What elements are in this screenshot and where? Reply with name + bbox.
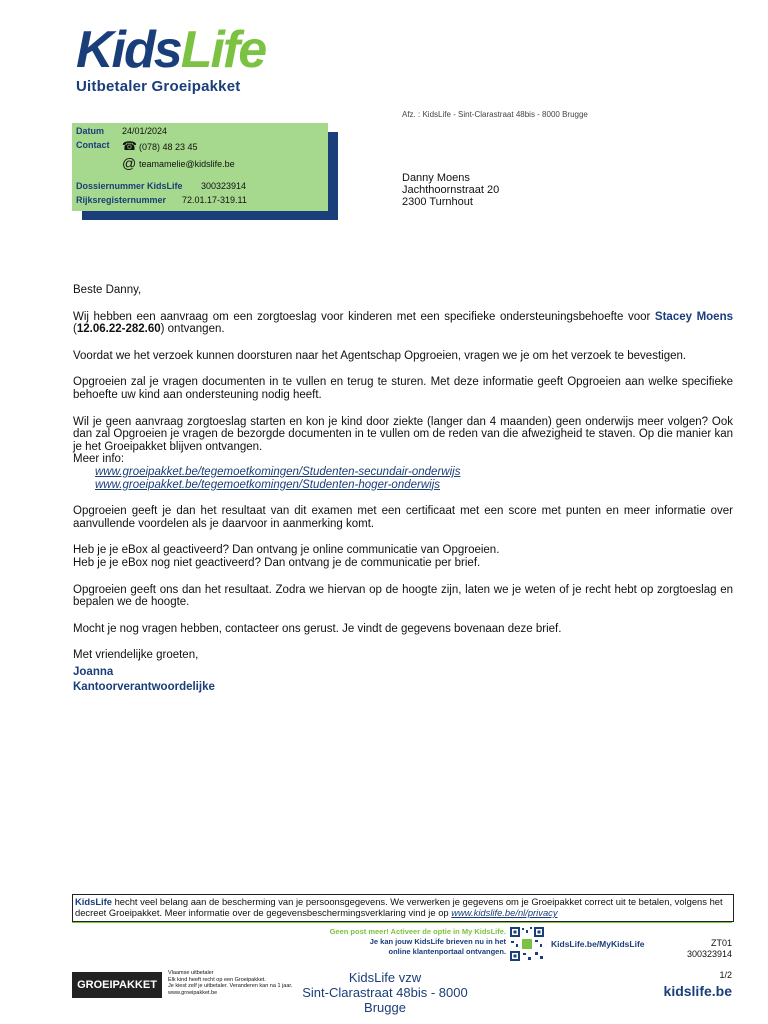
groeipakket-info: Vlaamse uitbetaler Elk kind heeft recht op een Groeipakket. Je kiest zelf je uitbetaler. Veranderen kan na 1 jaar. www.groeipakket.be: [168, 970, 293, 996]
recipient-name: Danny Moens: [402, 172, 470, 184]
groeipakket-logo: GROEIPAKKET: [72, 972, 162, 998]
paragraph-5: Opgroeien geeft je dan het resultaat van dit examen met een certificaat met een score met punten en meer informatie over aanvullende voordelen als je daarvoor in aanmerking komt.: [73, 505, 733, 530]
privacy-brand: KidsLife: [75, 896, 112, 907]
paragraph-7: Opgroeien geeft ons dan het resultaat. Zodra we hiervan op de hoogte zijn, laten we je weten of je recht hebt op zorgtoeslag en bepalen we de hoogte.: [73, 583, 733, 609]
paragraph-3: Opgroeien zal je vragen documenten in te vullen en terug te sturen. Met deze informatie geeft Opgroeien aan welke specifieke behoefte uw kind aan ondersteuning nodig heeft.: [73, 376, 733, 401]
rijks-label: Rijksregisternummer: [76, 195, 167, 205]
doc-number: 300323914: [686, 949, 732, 959]
email-icon: @: [122, 155, 137, 171]
privacy-text: hecht veel belang aan de bescherming van je persoonsgegevens. We verwerken je gegevens om je Groeipakket correct uit te betalen, volgens het decreet Groeipakket. Meer informatie over de gegevensbeschermingsverklaring vind je op: [75, 896, 723, 918]
closing: Met vriendelijke groeten,: [73, 649, 199, 662]
mykidslife-url[interactable]: KidsLife.be/MyKidsLife: [551, 939, 645, 949]
website-link[interactable]: kidslife.be: [663, 983, 732, 999]
date-value: 24/01/2024: [122, 126, 168, 136]
logo-life: Life: [180, 21, 266, 79]
page-number: 1/2: [719, 970, 732, 980]
paragraph-1: Wij hebben een aanvraag om een zorgtoeslag voor kinderen met een specifieke ondersteuningsbehoefte voor Stacey Moens (12.06.22-282.60) ontvangen.: [73, 310, 734, 336]
signer-title: Kantoorverantwoordelijke: [73, 681, 215, 694]
rijks-value: 72.01.17-319.11: [182, 195, 247, 205]
recipient-city: 2300 Turnhout: [402, 196, 473, 208]
kidslife-logo: [76, 21, 266, 95]
doc-code: ZT01: [710, 938, 732, 948]
logo-kids: Kids: [76, 21, 181, 79]
logo-subtitle: Uitbetaler Groeipakket: [76, 78, 241, 95]
child-name: Stacey Moens: [654, 310, 734, 323]
link-secundair-onderwijs[interactable]: www.groeipakket.be/tegemoetkomingen/Studenten-secundair-onderwijs: [95, 465, 461, 478]
qr-code-icon[interactable]: [508, 925, 546, 963]
child-id: 12.06.22-282.60: [76, 323, 161, 336]
more-info-label: Meer info:: [73, 453, 125, 466]
privacy-notice: [72, 894, 734, 922]
phone-number: (078) 48 23 45: [139, 142, 198, 152]
org-address: Sint-Clarastraat 48bis - 8000 Brugge: [302, 985, 468, 1015]
recipient-street: Jachthoornstraat 20: [402, 184, 500, 196]
greeting: Beste Danny,: [73, 284, 142, 296]
info-box: [72, 123, 328, 211]
dossier-value: 300323914: [201, 181, 247, 191]
paragraph-4: Wil je geen aanvraag zorgtoeslag starten en kon je kind door ziekte (langer dan 4 maanden) geen onderwijs meer volgen? Ook dan zal Opgroeien je vragen de bezorgde documenten in te vullen om de reden van die afwezigheid te staven. Op die manier kan je het Groeipakket blijven ontvangen. Meer info:: [73, 415, 733, 466]
signer-name: Joanna: [73, 665, 114, 678]
sender-line: Afz. : KidsLife - Sint-Clarastraat 48bis - 8000 Brugge: [402, 110, 588, 119]
recipient-address: [402, 172, 499, 208]
dossier-label: Dossiernummer KidsLife: [76, 181, 183, 191]
email-address[interactable]: teamamelie@kidslife.be: [139, 159, 235, 169]
phone-icon: ☎: [122, 139, 137, 153]
privacy-link[interactable]: www.kidslife.be/nl/privacy: [451, 907, 558, 918]
link-hoger-onderwijs[interactable]: www.groeipakket.be/tegemoetkomingen/Studenten-hoger-onderwijs: [95, 478, 440, 491]
date-label: Datum: [76, 126, 105, 136]
letter-body: [73, 284, 733, 694]
organization-address: [290, 970, 480, 1015]
paragraph-6: Heb je je eBox al geactiveerd? Dan ontvang je online communicatie van Opgroeien. Heb je je eBox nog niet geactiveerd? Dan ontvang je de communicatie per brief.: [73, 544, 500, 569]
contact-label: Contact: [76, 140, 110, 150]
mykidslife-promo: Geen post meer! Activeer de optie in My KidsLife. Je kan jouw KidsLife brieven nu in het online klantenportaal ontvangen.: [329, 927, 506, 956]
org-name: KidsLife vzw: [348, 970, 422, 985]
paragraph-2: Voordat we het verzoek kunnen doorsturen naar het Agentschap Opgroeien, vragen we je om het verzoek te bevestigen.: [73, 349, 687, 362]
footer-divider: [72, 922, 732, 923]
paragraph-8: Mocht je nog vragen hebben, contacteer ons gerust. Je vindt de gegevens bovenaan deze brief.: [73, 622, 562, 635]
document-code: [660, 938, 732, 960]
